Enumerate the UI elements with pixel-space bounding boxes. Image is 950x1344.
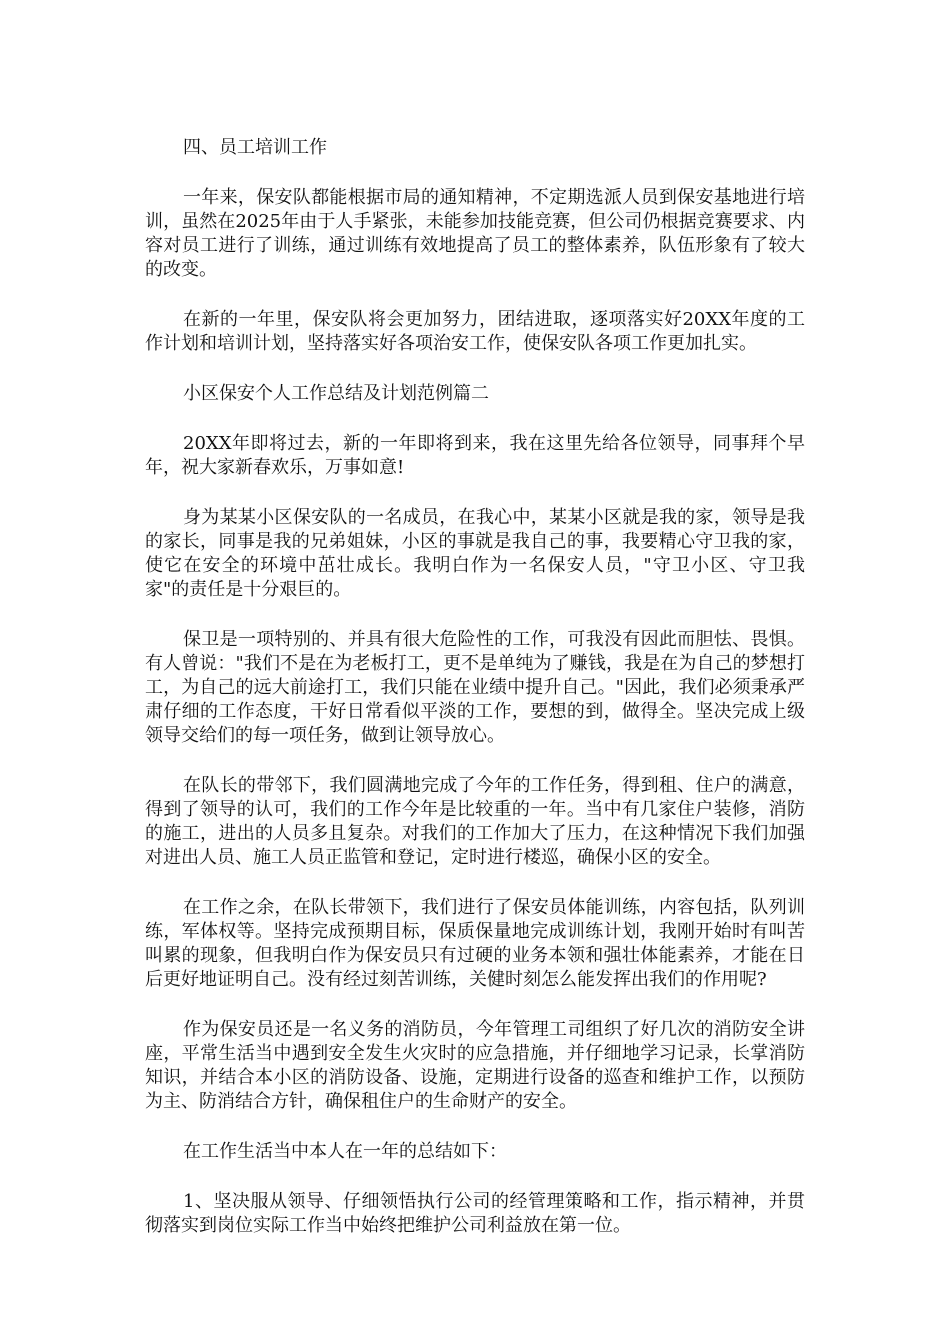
- body-paragraph: 在队长的带邻下，我们圆满地完成了今年的工作任务，得到租、住户的满意，得到了领导的认可，我们的工作今年是比较重的一年。当中有几家住户装修，消防的施工，进出的人员多且复杂。对我们的工作加大了压力，在这种情况下我们加强对进出人员、施工人员正监管和登记，定时进行楼巡，确保小区的安全。: [145, 775, 805, 868]
- section-heading: 四、员工培训工作: [183, 137, 327, 158]
- article-title: 小区保安个人工作总结及计划范例篇二: [183, 383, 489, 404]
- document-page: [145, 136, 805, 1264]
- body-paragraph: 20XX年即将过去，新的一年即将到来，我在这里先给各位领导，同事拜个早年，祝大家新春欢乐，万事如意!: [145, 433, 805, 478]
- body-paragraph: 身为某某小区保安队的一名成员，在我心中，某某小区就是我的家，领导是我的家长，同事是我的兄弟姐妹，小区的事就是我自己的事，我要精心守卫我的家，使它在安全的环境中茁壮成长。我明白作为一名保安人员，"守卫小区、守卫我家"的责任是十分艰巨的。: [145, 507, 805, 600]
- list-item: 1、坚决服从领导、仔细领悟执行公司的经管理策略和工作，指示精神，并贯彻落实到岗位实际工作当中始终把维护公司利益放在第一位。: [145, 1191, 805, 1236]
- body-paragraph: 在新的一年里，保安队将会更加努力，团结进取，逐项落实好20XX年度的工作计划和培训计划，坚持落实好各项治安工作，使保安队各项工作更加扎实。: [145, 309, 805, 354]
- body-paragraph: 保卫是一项特别的、并具有很大危险性的工作，可我没有因此而胆怯、畏惧。有人曾说："我们不是在为老板打工，更不是单纯为了赚钱，我是在为自己的梦想打工，为自己的远大前途打工，我们只能在业绩中提升自己。"因此，我们必须秉承严肃仔细的工作态度，干好日常看似平淡的工作，要想的到，做得全。坚决完成上级领导交给们的每一项任务，做到让领导放心。: [145, 629, 805, 746]
- body-paragraph: 一年来，保安队都能根据市局的通知精神，不定期选派人员到保安基地进行培训，虽然在2025年由于人手紧张，未能参加技能竞赛，但公司仍根据竞赛要求、内容对员工进行了训练，通过训练有效地提高了员工的整体素养，队伍形象有了较大的改变。: [145, 187, 805, 280]
- body-paragraph: 在工作之余，在队长带领下，我们进行了保安员体能训练，内容包括，队列训练，军体权等。坚持完成预期目标，保质保量地完成训练计划，我刚开始时有叫苦叫累的现象，但我明白作为保安员只有过硬的业务本领和强壮体能素养，才能在日后更好地证明自己。没有经过刻苦训练，关健时刻怎么能发挥出我们的作用呢?: [145, 897, 805, 990]
- summary-intro: 在工作生活当中本人在一年的总结如下：: [183, 1141, 507, 1162]
- body-paragraph: 作为保安员还是一名义务的消防员，今年管理工司组织了好几次的消防安全讲座，平常生活当中遇到安全发生火灾时的应急措施，并仔细地学习记录，长掌消防知识，并结合本小区的消防设备、设施，定期进行设备的巡查和维护工作，以预防为主、防消结合方针，确保租住户的生命财产的安全。: [145, 1019, 805, 1112]
